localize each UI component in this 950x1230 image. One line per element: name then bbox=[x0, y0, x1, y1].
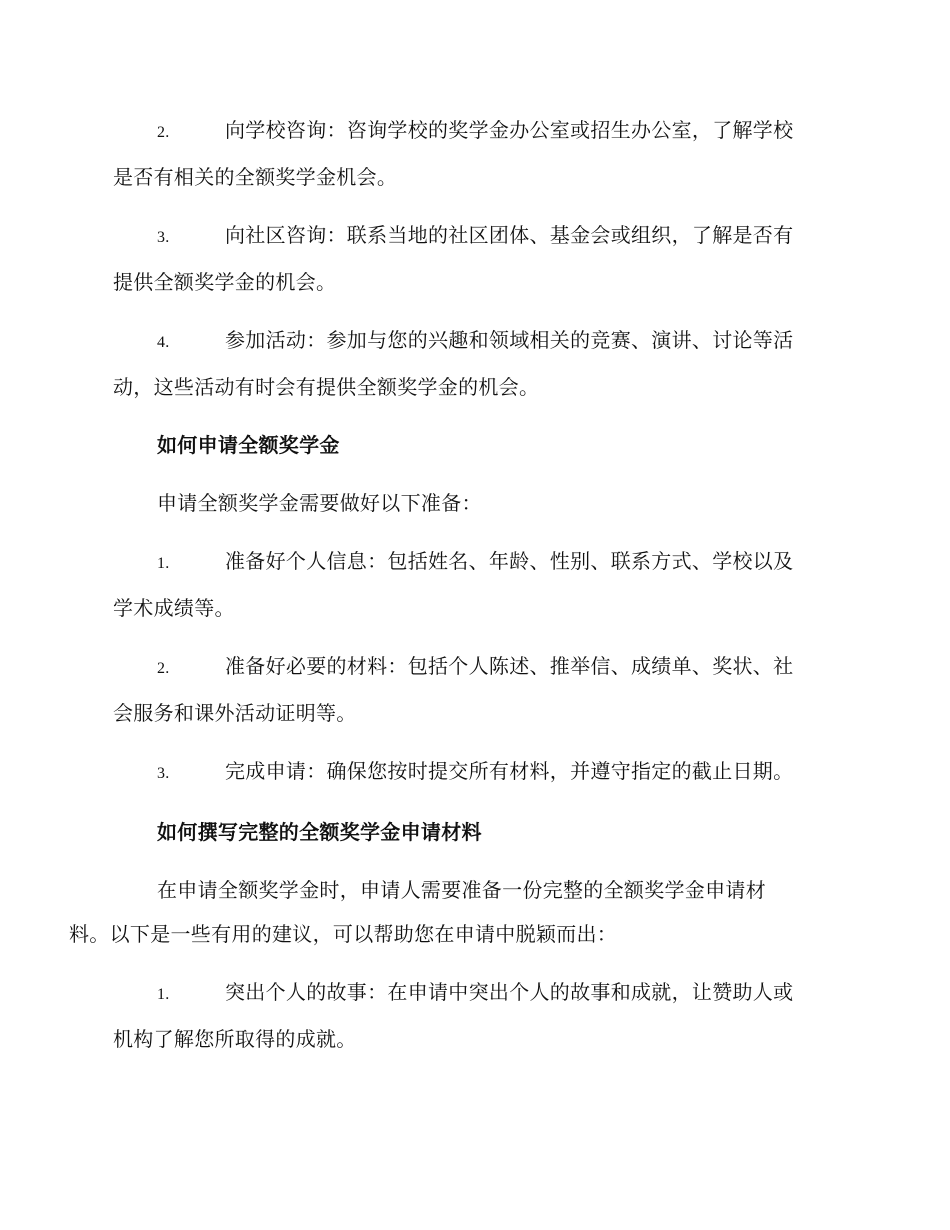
list-number: 1. bbox=[157, 555, 170, 572]
list-item-activities bbox=[113, 318, 833, 409]
list-item-community-inquiry bbox=[113, 213, 833, 304]
section-heading-apply: 如何申请全额奖学金 bbox=[157, 433, 340, 457]
list-number: 3. bbox=[157, 765, 170, 782]
list-item-personal-story bbox=[113, 970, 833, 1061]
list-number: 3. bbox=[157, 229, 170, 246]
list-number: 2. bbox=[157, 124, 170, 141]
list-item-text-line1: 准备好必要的材料：包括个人陈述、推举信、成绩单、奖状、社 bbox=[225, 654, 794, 678]
list-number: 2. bbox=[157, 660, 170, 677]
paragraph-line1: 在申请全额奖学金时，申请人需要准备一份完整的全额奖学金申请材 bbox=[157, 878, 766, 902]
list-item-text-line2: 会服务和课外活动证明等。 bbox=[113, 701, 357, 725]
document-page bbox=[69, 108, 833, 1075]
list-number: 1. bbox=[157, 986, 170, 1003]
list-item-text-line1: 突出个人的故事：在申请中突出个人的故事和成就，让赞助人或 bbox=[225, 980, 794, 1004]
list-item-materials bbox=[113, 644, 833, 735]
list-item-text-line1: 准备好个人信息：包括姓名、年龄、性别、联系方式、学校以及 bbox=[225, 549, 794, 573]
list-item-text-line1: 参加活动：参加与您的兴趣和领域相关的竞赛、演讲、讨论等活 bbox=[225, 328, 794, 352]
section-heading-write: 如何撰写完整的全额奖学金申请材料 bbox=[157, 820, 482, 844]
intro-paragraph-write bbox=[69, 868, 833, 956]
list-item-personal-info bbox=[113, 539, 833, 630]
list-number: 4. bbox=[157, 334, 170, 351]
list-item-school-inquiry bbox=[113, 108, 833, 199]
list-item-text-line2: 提供全额奖学金的机会。 bbox=[113, 270, 337, 294]
list-item-text-line1: 向学校咨询：咨询学校的奖学金办公室或招生办公室，了解学校 bbox=[225, 118, 794, 142]
list-item-text-line2: 学术成绩等。 bbox=[113, 596, 235, 620]
list-item-text-line1: 向社区咨询：联系当地的社区团体、基金会或组织，了解是否有 bbox=[225, 223, 794, 247]
list-item-text-line2: 机构了解您所取得的成就。 bbox=[113, 1027, 357, 1051]
list-item-text-line2: 动，这些活动有时会有提供全额奖学金的机会。 bbox=[113, 375, 540, 399]
list-item-text-line2: 是否有相关的全额奖学金机会。 bbox=[113, 165, 398, 189]
list-item-complete-application bbox=[113, 749, 833, 796]
intro-paragraph-apply: 申请全额奖学金需要做好以下准备： bbox=[157, 491, 482, 515]
paragraph-line2: 料。以下是一些有用的建议，可以帮助您在申请中脱颖而出： bbox=[69, 922, 618, 946]
list-item-text-line1: 完成申请：确保您按时提交所有材料，并遵守指定的截止日期。 bbox=[225, 759, 794, 783]
